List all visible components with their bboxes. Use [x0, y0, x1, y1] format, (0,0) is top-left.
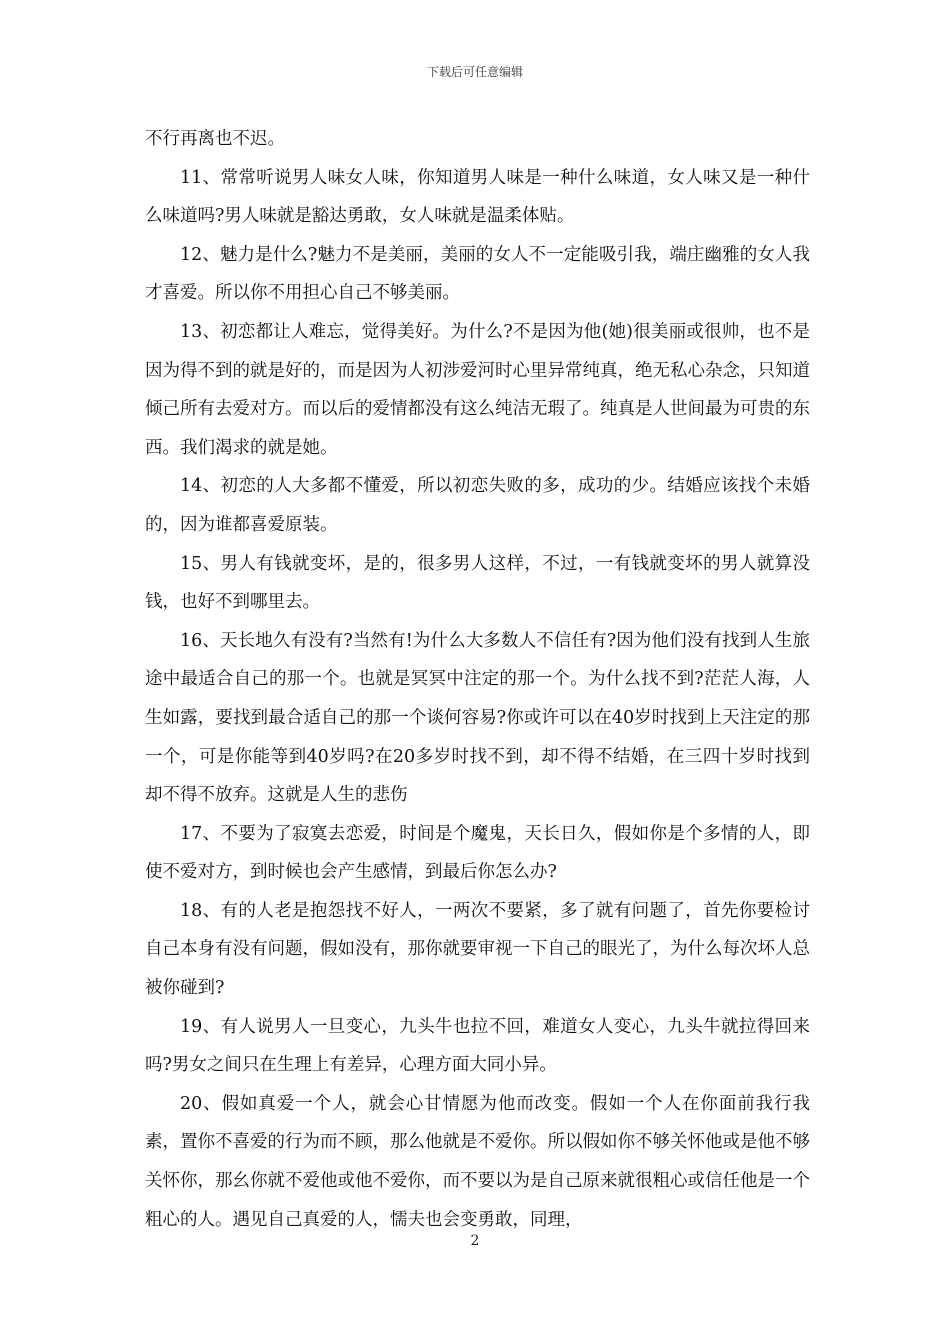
page-number: 2 [470, 1233, 480, 1249]
paragraph: 14、初恋的人大多都不懂爱，所以初恋失败的多，成功的少。结婚应该找个未婚的，因为谁都喜爱原装。 [145, 476, 810, 535]
paragraph: 13、初恋都让人难忘，觉得美好。为什么?不是因为他(她)很美丽或很帅，也不是因为得不到的就是好的，而是因为人初涉爱河时心里异常纯真，绝无私心杂念，只知道倾己所有去爱对方。而以后的爱情都没有这么纯洁无瑕了。纯真是人世间最为可贵的东西。我们渴求的就是她。 [145, 321, 810, 458]
paragraph: 20、假如真爱一个人，就会心甘情愿为他而改变。假如一个人在你面前我行我素，置你不喜爱的行为而不顾，那么他就是不爱你。所以假如你不够关怀他或是他不够关怀你，那幺你就不爱他或他不爱你，而不要以为是自己原来就很粗心或信任他是一个粗心的人。遇见自己真爱的人，懦夫也会变勇敢，同理， [145, 1093, 810, 1230]
page-header: 下载后可任意编辑 [426, 65, 523, 79]
paragraph: 17、不要为了寂寞去恋爱，时间是个魔鬼，天长日久，假如你是个多情的人，即使不爱对方，到时候也会产生感情，到最后你怎么办? [145, 823, 810, 883]
paragraph: 12、魅力是什么?魅力不是美丽，美丽的女人不一定能吸引我，端庄幽雅的女人我才喜爱。所以你不用担心自己不够美丽。 [145, 244, 810, 304]
paragraph: 11、常常听说男人味女人味，你知道男人味是一种什么味道，女人味又是一种什么味道吗?男人味就是豁达勇敢，女人味就是温柔体贴。 [145, 167, 810, 227]
paragraph: 18、有的人老是抱怨找不好人，一两次不要紧，多了就有问题了，首先你要检讨自己本身有没有问题，假如没有，那你就要审视一下自己的眼光了，为什么每次坏人总被你碰到? [145, 900, 810, 999]
document-body [145, 120, 810, 1239]
paragraph: 15、男人有钱就变坏，是的，很多男人这样，不过，一有钱就变坏的男人就算没钱，也好不到哪里去。 [145, 553, 810, 613]
paragraph: 19、有人说男人一旦变心，九头牛也拉不回，难道女人变心，九头牛就拉得回来吗?男女之间只在生理上有差异，心理方面大同小异。 [145, 1016, 810, 1076]
paragraph: 不行再离也不迟。 [145, 129, 285, 149]
paragraph: 16、天长地久有没有?当然有!为什么大多数人不信任有?因为他们没有找到人生旅途中最适合自己的那一个。也就是冥冥中注定的那一个。为什么找不到?茫茫人海，人生如露，要找到最合适自己的那一个谈何容易?你或许可以在40岁时找到上天注定的那一个，可是你能等到40岁吗?在20多岁时找不到，却不得不结婚，在三四十岁时找到却不得不放弃。这就是人生的悲伤 [145, 630, 810, 806]
